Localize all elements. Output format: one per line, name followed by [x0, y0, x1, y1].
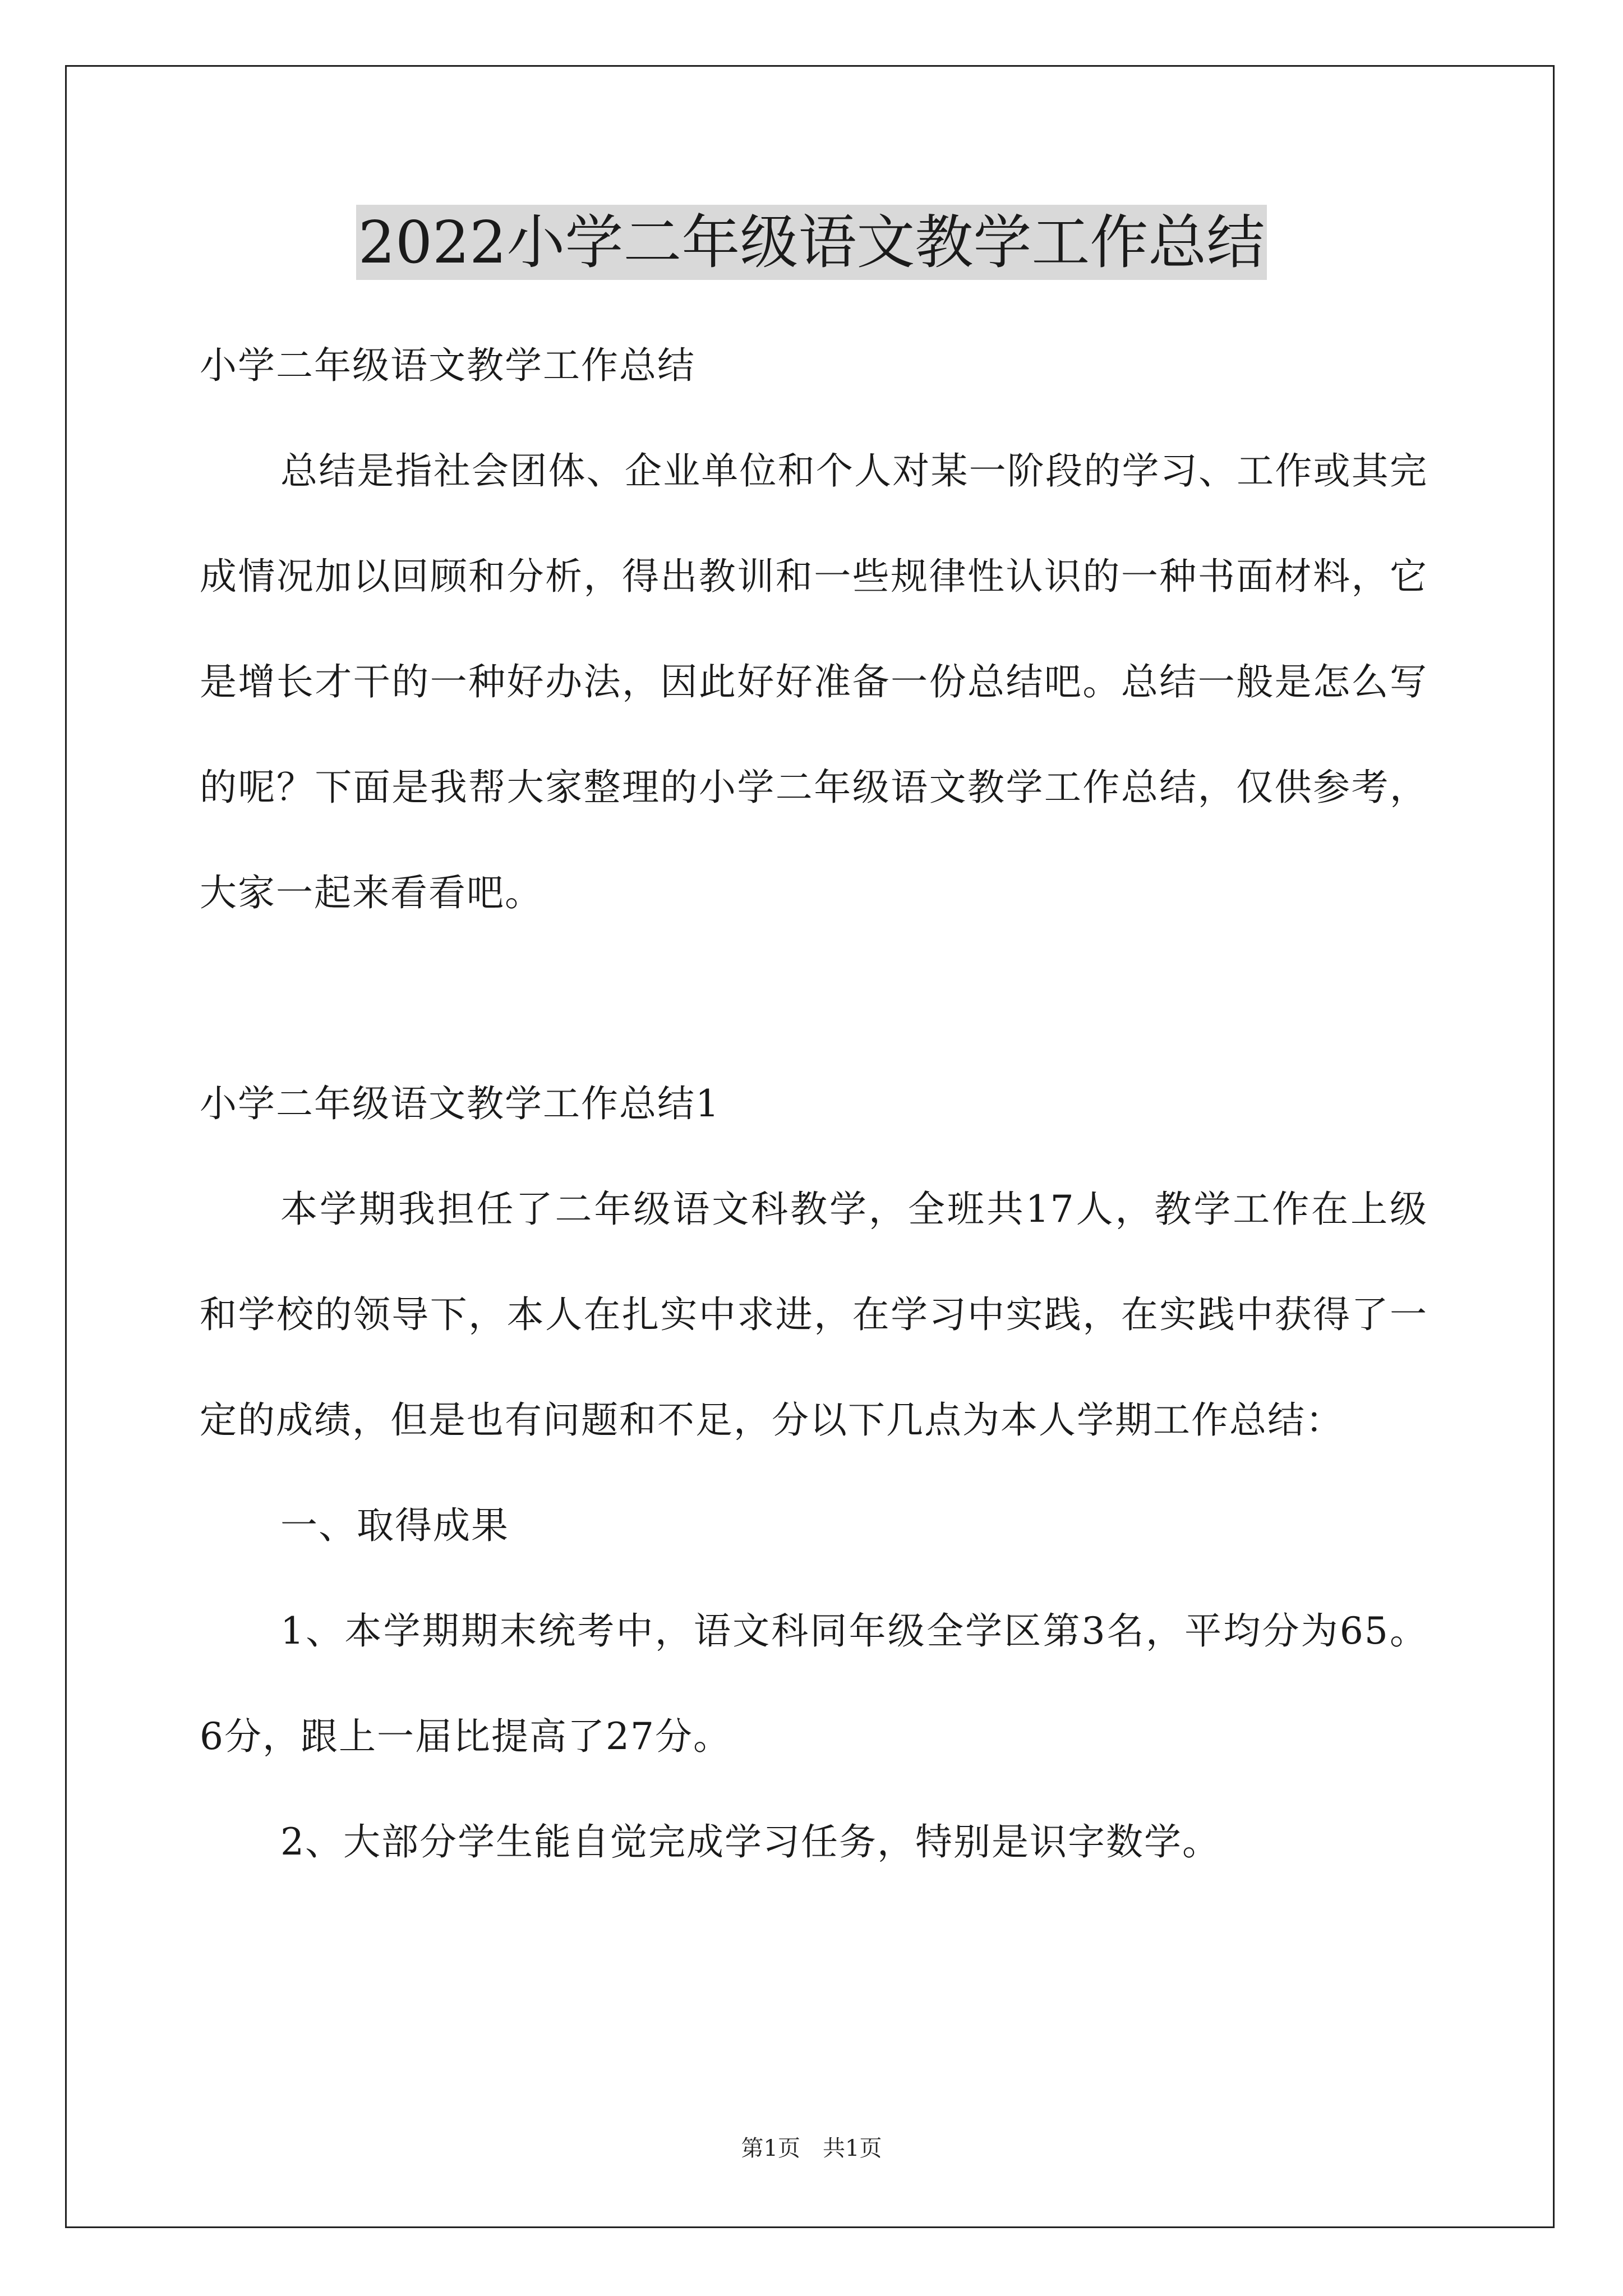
document-title [0, 205, 1623, 279]
paragraph-gap [200, 946, 1428, 1051]
document-body [200, 313, 1428, 1895]
subtitle: 小学二年级语文教学工作总结 [200, 344, 695, 387]
section-heading: 小学二年级语文教学工作总结1 [200, 1082, 720, 1125]
body-paragraph: 本学期我担任了二年级语文科教学，全班共17人，教学工作在上级和学校的领导下，本人在扎实中求进，在学习中实践，在实践中获得了一定的成绩，但是也有问题和不足，分以下几点为本人学期工作总结： [200, 1188, 1428, 1442]
page-footer [0, 2132, 1623, 2165]
list-item: 1、本学期期末统考中，语文科同年级全学区第3名，平均分为65。6分，跟上一届比提高了27分。 [200, 1609, 1428, 1758]
list-item: 2、大部分学生能自觉完成学习任务，特别是识字数学。 [280, 1820, 1220, 1864]
intro-paragraph: 总结是指社会团体、企业单位和个人对某一阶段的学习、工作或其完成情况加以回顾和分析，得出教训和一些规律性认识的一种书面材料，它是增长才干的一种好办法，因此好好准备一份总结吧。总结一般是怎么写的呢？下面是我帮大家整理的小学二年级语文教学工作总结，仅供参考，大家一起来看看吧。 [200, 449, 1428, 914]
page-count: 共1页 [823, 2136, 882, 2161]
document-title-text: 2022小学二年级语文教学工作总结 [356, 205, 1267, 280]
subsection-heading: 一、取得成果 [280, 1504, 509, 1547]
page-number: 第1页 [741, 2136, 800, 2161]
